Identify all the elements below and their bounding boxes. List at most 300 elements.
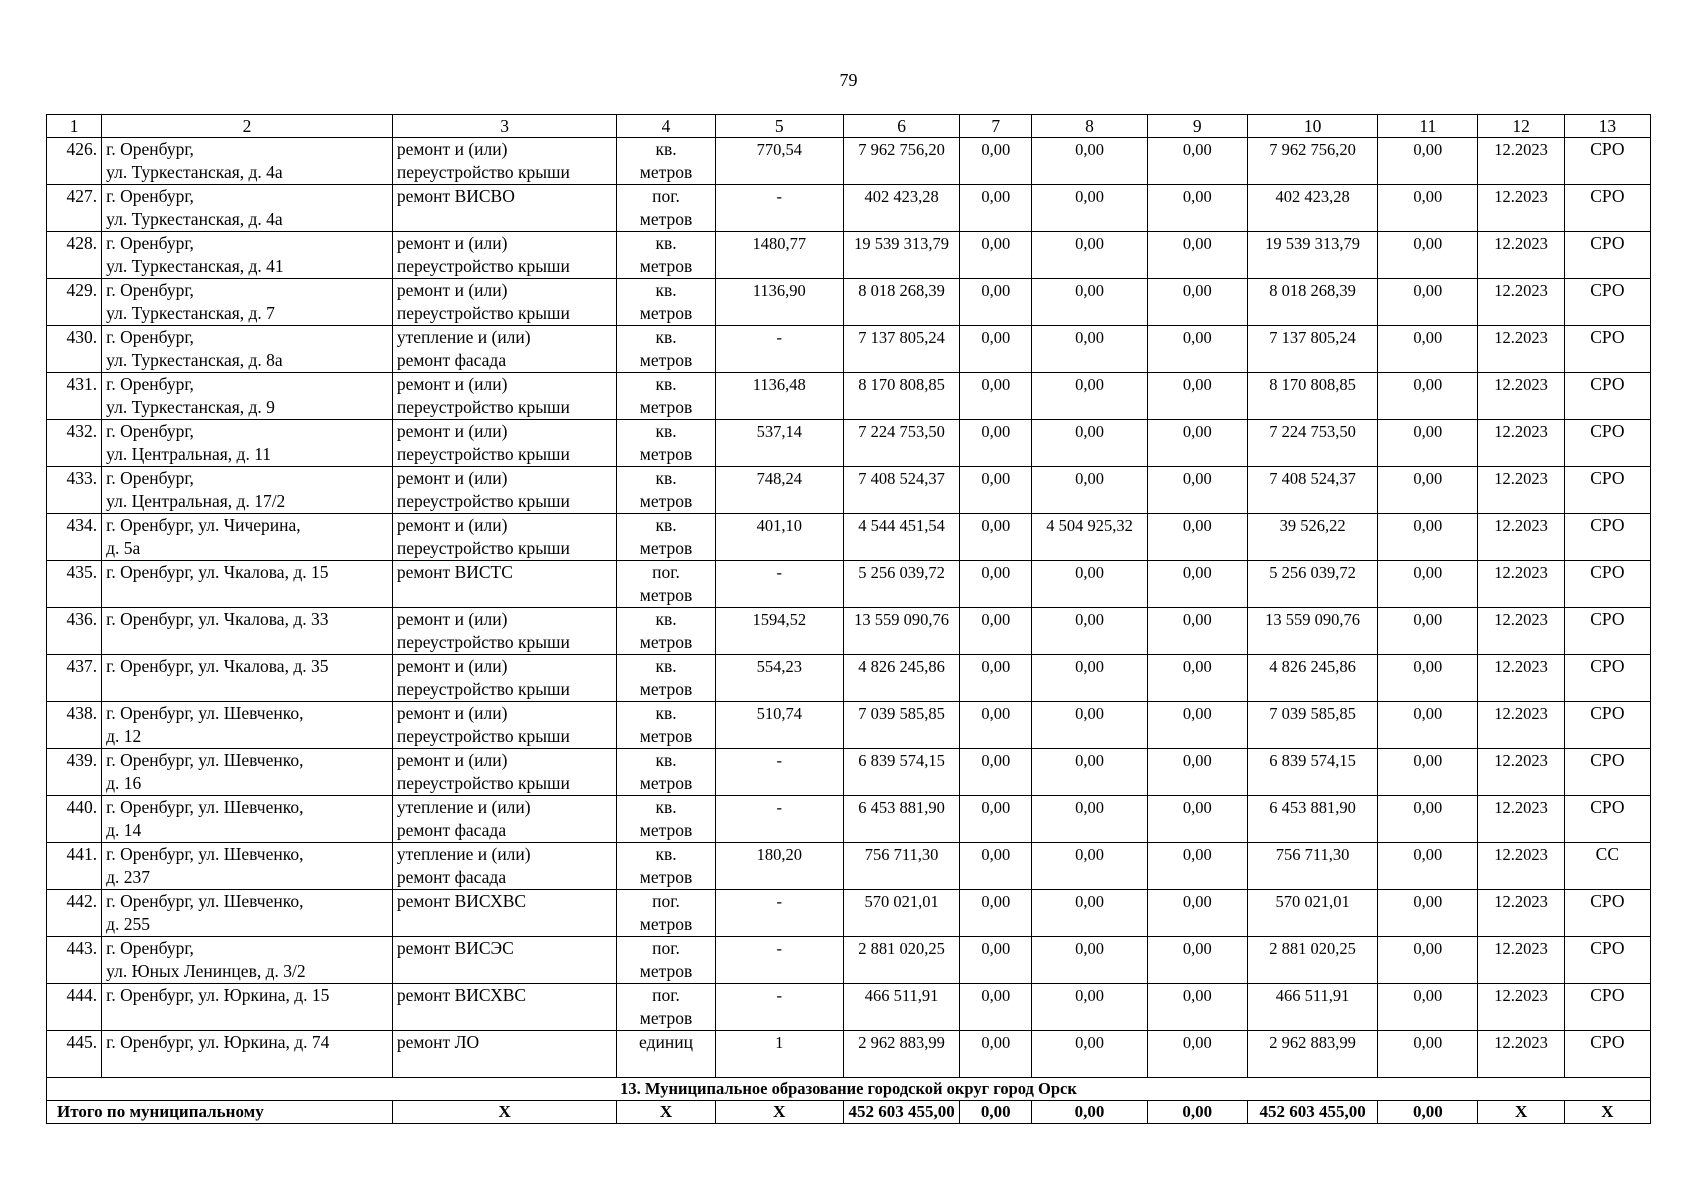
- work-type-cell-line: переустройство крыши: [396, 679, 570, 699]
- row-number: [47, 702, 102, 749]
- col11-cell: [1378, 373, 1478, 420]
- unit-cell: [617, 561, 715, 608]
- method-cell-line: СРО: [1590, 562, 1625, 582]
- deadline-cell: [1478, 843, 1564, 890]
- col7-cell-line: 0,00: [981, 845, 1011, 864]
- col7-cell: [960, 279, 1032, 326]
- address-cell-line: ул. Центральная, д. 17/2: [106, 491, 286, 511]
- col8-cell-line: 0,00: [1075, 798, 1104, 817]
- col11-cell-line: 0,00: [1413, 234, 1443, 253]
- column-header: 9: [1147, 115, 1247, 138]
- total-cost-cell-line: 466 511,91: [864, 986, 939, 1005]
- row-number-line: 432.: [66, 421, 98, 441]
- total-cost-cell-line: 7 962 756,20: [858, 140, 945, 159]
- volume-cell-line: -: [776, 751, 783, 770]
- total-c3: X: [392, 1101, 617, 1124]
- unit-cell-line: кв.: [655, 703, 677, 723]
- total-label: Итого по муниципальному: [47, 1101, 393, 1124]
- row-number: [47, 185, 102, 232]
- row-number: [47, 232, 102, 279]
- col10-cell-line: 7 039 585,85: [1269, 704, 1356, 723]
- col7-cell-line: 0,00: [981, 187, 1011, 206]
- deadline-cell-line: 12.2023: [1494, 798, 1548, 817]
- col7-cell-line: 0,00: [981, 986, 1011, 1005]
- work-type-cell-line: ремонт ВИСХВС: [396, 985, 527, 1005]
- unit-cell-line: единиц: [639, 1032, 693, 1052]
- table-row: [47, 467, 1651, 514]
- col9-cell: [1147, 984, 1247, 1031]
- unit-cell-line: пог.: [652, 938, 680, 958]
- method-cell: [1564, 467, 1650, 514]
- method-cell-line: СРО: [1590, 985, 1625, 1005]
- work-type-cell: [392, 326, 617, 373]
- col10-cell: [1247, 749, 1377, 796]
- work-type-cell-line: переустройство крыши: [396, 538, 570, 558]
- volume-cell-line: -: [776, 328, 783, 347]
- deadline-cell-line: 12.2023: [1494, 375, 1548, 394]
- deadline-cell: [1478, 796, 1564, 843]
- col11-cell: [1378, 843, 1478, 890]
- method-cell-line: СРО: [1590, 797, 1625, 817]
- address-cell: [102, 514, 393, 561]
- method-cell-line: СРО: [1590, 1032, 1625, 1052]
- unit-cell-line: метров: [639, 444, 693, 464]
- table-row: [47, 138, 1651, 185]
- address-cell-line: г. Оренбург, ул. Шевченко,: [106, 703, 304, 723]
- table-row: [47, 561, 1651, 608]
- address-cell-line: ул. Туркестанская, д. 9: [106, 397, 275, 417]
- volume-cell: [715, 561, 843, 608]
- col9-cell: [1147, 890, 1247, 937]
- col9-cell-line: 0,00: [1182, 1033, 1212, 1052]
- address-cell: [102, 655, 393, 702]
- unit-cell-line: кв.: [655, 139, 677, 159]
- col9-cell: [1147, 796, 1247, 843]
- unit-cell-line: кв.: [655, 515, 677, 535]
- work-type-cell: [392, 561, 617, 608]
- col9-cell: [1147, 373, 1247, 420]
- work-type-cell: [392, 749, 617, 796]
- column-header: 13: [1564, 115, 1650, 138]
- method-cell-line: СРО: [1590, 186, 1625, 206]
- col10-cell-line: 8 018 268,39: [1269, 281, 1356, 300]
- col10-cell: [1247, 890, 1377, 937]
- col7-cell: [960, 467, 1032, 514]
- col10-cell-line: 8 170 808,85: [1269, 375, 1356, 394]
- method-cell: [1564, 984, 1650, 1031]
- total-cost-cell-line: 7 224 753,50: [858, 422, 945, 441]
- total-cost-cell-line: 8 018 268,39: [858, 281, 945, 300]
- work-type-cell: [392, 279, 617, 326]
- method-cell: [1564, 561, 1650, 608]
- col11-cell-line: 0,00: [1413, 422, 1443, 441]
- col8-cell: [1032, 138, 1147, 185]
- col11-cell: [1378, 185, 1478, 232]
- method-cell: [1564, 420, 1650, 467]
- total-cost-cell: [843, 796, 959, 843]
- volume-cell-line: -: [776, 939, 783, 958]
- column-header: 1: [47, 115, 102, 138]
- unit-cell-line: пог.: [652, 562, 680, 582]
- total-c6: 452 603 455,00: [843, 1101, 959, 1124]
- deadline-cell: [1478, 326, 1564, 373]
- deadline-cell-line: 12.2023: [1494, 281, 1548, 300]
- address-cell: [102, 420, 393, 467]
- unit-cell-line: кв.: [655, 233, 677, 253]
- address-cell: [102, 326, 393, 373]
- col8-cell-line: 0,00: [1075, 751, 1104, 770]
- unit-cell-line: метров: [639, 914, 693, 934]
- col10-cell-line: 4 826 245,86: [1269, 657, 1356, 676]
- address-cell: [102, 984, 393, 1031]
- col9-cell-line: 0,00: [1182, 375, 1212, 394]
- col7-cell-line: 0,00: [981, 657, 1011, 676]
- row-number-line: 444.: [66, 985, 98, 1005]
- col11-cell-line: 0,00: [1413, 281, 1443, 300]
- address-cell-line: г. Оренбург,: [106, 280, 194, 300]
- table-row: [47, 937, 1651, 984]
- total-cost-cell-line: 2 881 020,25: [858, 939, 945, 958]
- col10-cell: [1247, 1031, 1377, 1078]
- unit-cell: [617, 796, 715, 843]
- row-number-line: 429.: [66, 280, 98, 300]
- address-cell-line: г. Оренбург,: [106, 938, 194, 958]
- col10-cell-line: 7 408 524,37: [1269, 469, 1356, 488]
- volume-cell-line: -: [776, 892, 783, 911]
- col7-cell: [960, 373, 1032, 420]
- method-cell: [1564, 185, 1650, 232]
- work-type-cell-line: переустройство крыши: [396, 162, 570, 182]
- col7-cell-line: 0,00: [981, 798, 1011, 817]
- deadline-cell: [1478, 655, 1564, 702]
- col7-cell: [960, 420, 1032, 467]
- total-cost-cell: [843, 279, 959, 326]
- col10-cell: [1247, 420, 1377, 467]
- col8-cell: [1032, 326, 1147, 373]
- col9-cell-line: 0,00: [1182, 328, 1212, 347]
- col9-cell-line: 0,00: [1182, 610, 1212, 629]
- address-cell-line: г. Оренбург, ул. Шевченко,: [106, 891, 304, 911]
- col8-cell: [1032, 279, 1147, 326]
- method-cell-line: СРО: [1590, 280, 1625, 300]
- total-cost-cell: [843, 843, 959, 890]
- table-row: [47, 749, 1651, 796]
- total-cost-cell: [843, 420, 959, 467]
- col7-cell-line: 0,00: [981, 610, 1011, 629]
- method-cell: [1564, 937, 1650, 984]
- col9-cell-line: 0,00: [1182, 281, 1212, 300]
- deadline-cell-line: 12.2023: [1494, 422, 1548, 441]
- volume-cell-line: -: [776, 986, 783, 1005]
- work-type-cell-line: ремонт ВИСХВС: [396, 891, 527, 911]
- column-header: 8: [1032, 115, 1147, 138]
- col10-cell: [1247, 608, 1377, 655]
- row-number-line: 430.: [66, 327, 98, 347]
- row-number-line: 442.: [66, 891, 98, 911]
- volume-cell: [715, 796, 843, 843]
- col7-cell: [960, 984, 1032, 1031]
- total-cost-cell-line: 756 711,30: [864, 845, 939, 864]
- col7-cell-line: 0,00: [981, 751, 1011, 770]
- address-cell: [102, 373, 393, 420]
- deadline-cell-line: 12.2023: [1494, 234, 1548, 253]
- col9-cell-line: 0,00: [1182, 939, 1212, 958]
- unit-cell-line: кв.: [655, 750, 677, 770]
- deadline-cell: [1478, 702, 1564, 749]
- col11-cell: [1378, 279, 1478, 326]
- table-row: [47, 796, 1651, 843]
- col8-cell-line: 0,00: [1075, 328, 1104, 347]
- col10-cell: [1247, 185, 1377, 232]
- unit-cell-line: метров: [639, 773, 693, 793]
- work-type-cell: [392, 843, 617, 890]
- work-type-cell-line: утепление и (или): [396, 797, 531, 817]
- work-type-cell-line: ремонт и (или): [396, 468, 508, 488]
- row-number-line: 431.: [66, 374, 98, 394]
- work-type-cell-line: ремонт и (или): [396, 656, 508, 676]
- col8-cell-line: 0,00: [1075, 1033, 1104, 1052]
- address-cell-line: д. 12: [106, 726, 142, 746]
- method-cell-line: СРО: [1590, 703, 1625, 723]
- row-number: [47, 655, 102, 702]
- work-type-cell-line: переустройство крыши: [396, 303, 570, 323]
- method-cell-line: СС: [1595, 844, 1620, 864]
- address-cell: [102, 890, 393, 937]
- col10-cell: [1247, 279, 1377, 326]
- method-cell-line: СРО: [1590, 609, 1625, 629]
- unit-cell-line: метров: [639, 303, 693, 323]
- col7-cell-line: 0,00: [981, 563, 1011, 582]
- col9-cell-line: 0,00: [1182, 563, 1212, 582]
- total-cost-cell: [843, 937, 959, 984]
- col8-cell: [1032, 984, 1147, 1031]
- volume-cell-line: 1594,52: [752, 610, 807, 629]
- col9-cell: [1147, 138, 1247, 185]
- unit-cell-line: метров: [639, 867, 693, 887]
- total-cost-cell-line: 6 839 574,15: [858, 751, 945, 770]
- unit-cell-line: кв.: [655, 327, 677, 347]
- total-c12: X: [1478, 1101, 1564, 1124]
- col8-cell: [1032, 796, 1147, 843]
- address-cell-line: д. 237: [106, 867, 151, 887]
- col9-cell: [1147, 467, 1247, 514]
- address-cell-line: г. Оренбург,: [106, 374, 194, 394]
- row-number: [47, 984, 102, 1031]
- total-cost-cell: [843, 702, 959, 749]
- col8-cell-line: 0,00: [1075, 281, 1104, 300]
- section-row: [47, 1078, 1651, 1101]
- row-number: [47, 138, 102, 185]
- address-cell: [102, 608, 393, 655]
- table-row: [47, 1031, 1651, 1078]
- total-cost-cell-line: 8 170 808,85: [858, 375, 945, 394]
- unit-cell-line: метров: [639, 585, 693, 605]
- col11-cell-line: 0,00: [1413, 1033, 1443, 1052]
- row-number: [47, 843, 102, 890]
- unit-cell-line: кв.: [655, 844, 677, 864]
- col7-cell-line: 0,00: [981, 939, 1011, 958]
- col8-cell-line: 0,00: [1075, 892, 1104, 911]
- volume-cell-line: -: [776, 187, 783, 206]
- method-cell-line: СРО: [1590, 374, 1625, 394]
- col10-cell: [1247, 514, 1377, 561]
- col9-cell: [1147, 655, 1247, 702]
- work-type-cell-line: ремонт фасада: [396, 350, 507, 370]
- work-type-cell-line: ремонт и (или): [396, 280, 508, 300]
- col10-cell-line: 402 423,28: [1275, 187, 1350, 206]
- deadline-cell-line: 12.2023: [1494, 187, 1548, 206]
- total-cost-cell-line: 4 544 451,54: [858, 516, 945, 535]
- row-number: [47, 326, 102, 373]
- deadline-cell: [1478, 373, 1564, 420]
- work-type-cell-line: утепление и (или): [396, 844, 531, 864]
- unit-cell-line: кв.: [655, 421, 677, 441]
- col10-cell-line: 6 453 881,90: [1269, 798, 1356, 817]
- col9-cell: [1147, 937, 1247, 984]
- address-cell: [102, 1031, 393, 1078]
- volume-cell: [715, 467, 843, 514]
- row-number: [47, 420, 102, 467]
- work-type-cell-line: ремонт ЛО: [396, 1032, 480, 1052]
- col8-cell-line: 0,00: [1075, 939, 1104, 958]
- col8-cell: [1032, 749, 1147, 796]
- total-cost-cell: [843, 138, 959, 185]
- address-cell-line: г. Оренбург,: [106, 186, 194, 206]
- col9-cell: [1147, 279, 1247, 326]
- col10-cell: [1247, 796, 1377, 843]
- address-cell-line: г. Оренбург, ул. Чичерина,: [106, 515, 301, 535]
- deadline-cell-line: 12.2023: [1494, 469, 1548, 488]
- address-cell-line: г. Оренбург, ул. Шевченко,: [106, 844, 304, 864]
- col8-cell: [1032, 608, 1147, 655]
- col10-cell: [1247, 702, 1377, 749]
- unit-cell-line: метров: [639, 162, 693, 182]
- unit-cell: [617, 138, 715, 185]
- address-cell-line: ул. Туркестанская, д. 41: [106, 256, 284, 276]
- deadline-cell: [1478, 749, 1564, 796]
- col8-cell: [1032, 420, 1147, 467]
- total-cost-cell-line: 2 962 883,99: [858, 1033, 945, 1052]
- col8-cell: [1032, 702, 1147, 749]
- deadline-cell: [1478, 514, 1564, 561]
- method-cell: [1564, 514, 1650, 561]
- row-number-line: 433.: [66, 468, 98, 488]
- method-cell: [1564, 890, 1650, 937]
- work-type-cell-line: переустройство крыши: [396, 632, 570, 652]
- deadline-cell-line: 12.2023: [1494, 516, 1548, 535]
- work-type-cell: [392, 937, 617, 984]
- deadline-cell: [1478, 890, 1564, 937]
- col10-cell-line: 6 839 574,15: [1269, 751, 1356, 770]
- method-cell-line: СРО: [1590, 421, 1625, 441]
- col8-cell-line: 0,00: [1075, 845, 1104, 864]
- deadline-cell-line: 12.2023: [1494, 328, 1548, 347]
- method-cell-line: СРО: [1590, 327, 1625, 347]
- address-cell: [102, 796, 393, 843]
- address-cell: [102, 937, 393, 984]
- col10-cell-line: 39 526,22: [1279, 516, 1346, 535]
- col8-cell: [1032, 1031, 1147, 1078]
- row-number-line: 438.: [66, 703, 98, 723]
- col8-cell: [1032, 514, 1147, 561]
- col9-cell-line: 0,00: [1182, 140, 1212, 159]
- work-type-cell: [392, 373, 617, 420]
- row-number-line: 428.: [66, 233, 98, 253]
- unit-cell: [617, 890, 715, 937]
- col11-cell-line: 0,00: [1413, 704, 1443, 723]
- volume-cell-line: -: [776, 563, 783, 582]
- col11-cell-line: 0,00: [1413, 892, 1443, 911]
- col7-cell: [960, 1031, 1032, 1078]
- col10-cell-line: 7 137 805,24: [1269, 328, 1356, 347]
- address-cell-line: г. Оренбург,: [106, 468, 194, 488]
- col8-cell: [1032, 467, 1147, 514]
- col11-cell: [1378, 702, 1478, 749]
- address-cell-line: д. 5а: [106, 538, 141, 558]
- deadline-cell: [1478, 138, 1564, 185]
- col9-cell-line: 0,00: [1182, 657, 1212, 676]
- col7-cell: [960, 608, 1032, 655]
- total-cost-cell: [843, 185, 959, 232]
- col11-cell-line: 0,00: [1413, 657, 1443, 676]
- unit-cell-line: метров: [639, 538, 693, 558]
- row-number: [47, 561, 102, 608]
- deadline-cell-line: 12.2023: [1494, 1033, 1548, 1052]
- volume-cell: [715, 937, 843, 984]
- col11-cell-line: 0,00: [1413, 375, 1443, 394]
- register-table: [46, 114, 1651, 1124]
- col9-cell-line: 0,00: [1182, 234, 1212, 253]
- table-row: [47, 702, 1651, 749]
- work-type-cell-line: ремонт и (или): [396, 703, 508, 723]
- row-number-line: 435.: [66, 562, 98, 582]
- row-number-line: 434.: [66, 515, 98, 535]
- address-cell-line: ул. Юных Ленинцев, д. 3/2: [106, 961, 306, 981]
- method-cell: [1564, 326, 1650, 373]
- row-number-line: 445.: [66, 1032, 98, 1052]
- col11-cell-line: 0,00: [1413, 939, 1443, 958]
- deadline-cell-line: 12.2023: [1494, 704, 1548, 723]
- col7-cell-line: 0,00: [981, 469, 1011, 488]
- volume-cell: [715, 984, 843, 1031]
- unit-cell: [617, 185, 715, 232]
- volume-cell: [715, 420, 843, 467]
- work-type-cell: [392, 138, 617, 185]
- col7-cell: [960, 232, 1032, 279]
- col8-cell-line: 0,00: [1075, 469, 1104, 488]
- column-header: 10: [1247, 115, 1377, 138]
- address-cell: [102, 232, 393, 279]
- col10-cell-line: 13 559 090,76: [1265, 610, 1361, 629]
- total-cost-cell: [843, 561, 959, 608]
- column-header: 5: [715, 115, 843, 138]
- volume-cell: [715, 185, 843, 232]
- col10-cell: [1247, 326, 1377, 373]
- address-cell: [102, 843, 393, 890]
- volume-cell: [715, 232, 843, 279]
- unit-cell: [617, 279, 715, 326]
- row-number-line: 440.: [66, 797, 98, 817]
- col7-cell: [960, 937, 1032, 984]
- total-c7: 0,00: [960, 1101, 1032, 1124]
- table-row: [47, 279, 1651, 326]
- col10-cell: [1247, 655, 1377, 702]
- address-cell-line: г. Оренбург, ул. Шевченко,: [106, 797, 304, 817]
- col9-cell: [1147, 561, 1247, 608]
- work-type-cell-line: ремонт и (или): [396, 515, 508, 535]
- volume-cell: [715, 279, 843, 326]
- column-header: 4: [617, 115, 715, 138]
